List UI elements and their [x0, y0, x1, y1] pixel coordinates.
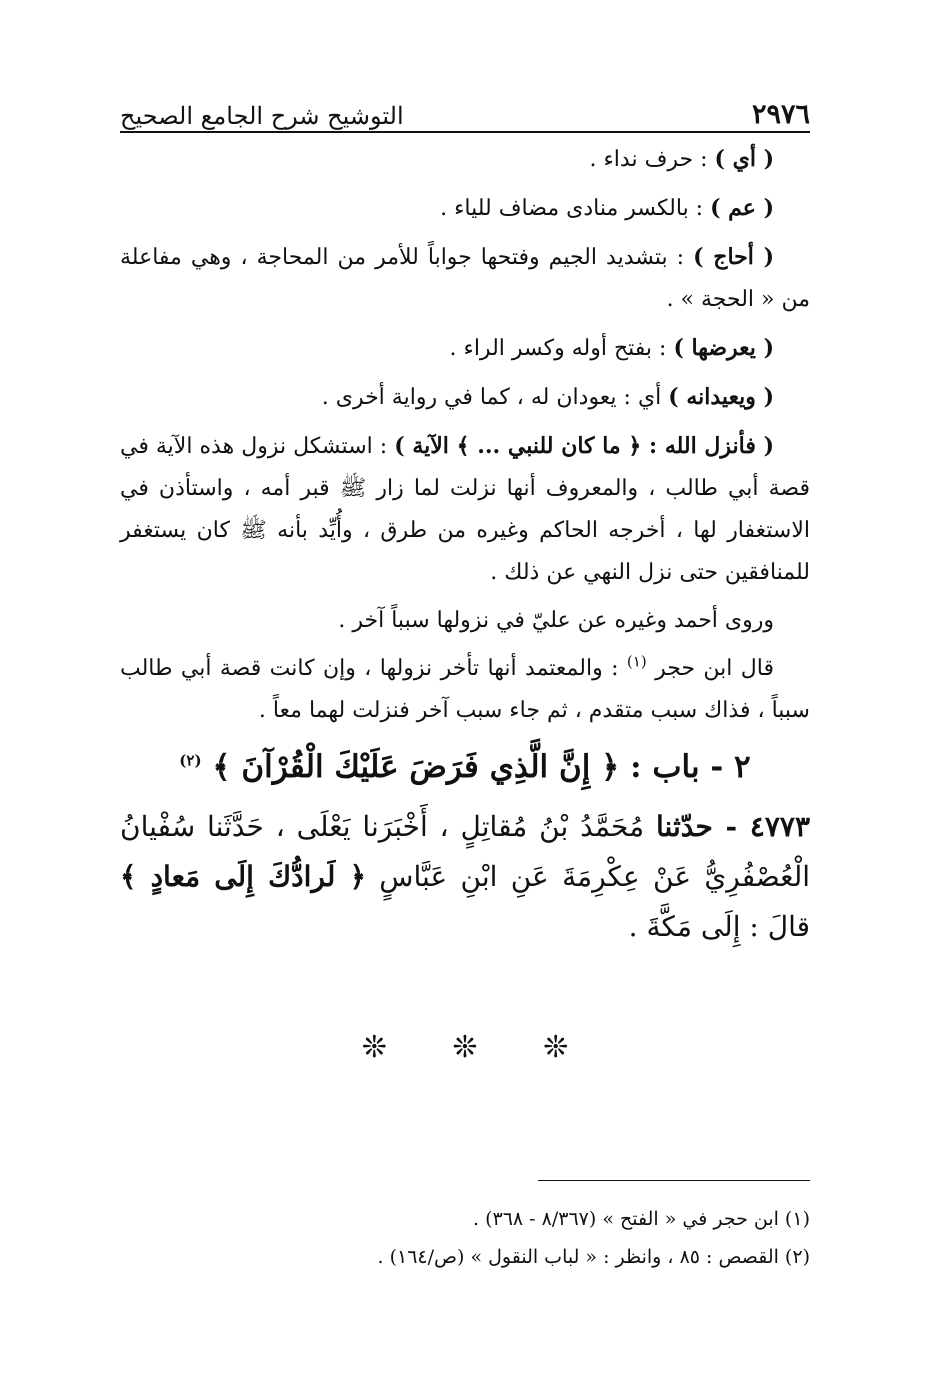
section-separator: [120, 1030, 810, 1065]
gloss-entry: [120, 327, 810, 370]
gloss-text: : بتشديد الجيم وفتحها جواباً للأمر من المحاجة ، وهي مفاعلة من « الحجة » .: [120, 245, 810, 312]
hadith-number: ٤٧٧٣ - حدّثنا: [655, 810, 810, 843]
footnote-ref: (١): [626, 652, 647, 671]
hadith-quote: ﴿ لَرادُّكَ إِلَى مَعادٍ ﴾: [120, 860, 366, 893]
asterism-mark: ❊: [543, 1030, 569, 1065]
gloss-entry: [120, 138, 810, 181]
footnote-ref: (٢): [179, 751, 202, 770]
gloss-entry: [120, 425, 810, 594]
gloss-entry: [120, 376, 810, 419]
gloss-text: : حرف نداء .: [589, 147, 715, 172]
footnote-rule: [538, 1180, 810, 1181]
footnotes: [120, 1200, 810, 1276]
gloss-term: ( يعرضها ): [673, 335, 774, 361]
page-number: ٢٩٧٦: [751, 99, 810, 130]
chapter-heading: [120, 746, 810, 788]
chapter-prefix: ٢ - باب :: [619, 749, 751, 785]
page-header: [120, 78, 810, 128]
running-title: التوشيح شرح الجامع الصحيح: [120, 102, 404, 130]
gloss-term: ( أي ): [714, 146, 774, 172]
gloss-term: ( ويعيدانه ): [668, 384, 774, 410]
paragraph-text: : والمعتمد أنها تأخر نزولها ، وإن كانت قصة أبي طالب سبباً ، فذاك سبب متقدم ، ثم جاء سبب آخر فنزلت لهما معاً .: [120, 656, 810, 723]
asterism-mark: ❊: [452, 1030, 478, 1065]
asterism-mark: ❊: [361, 1030, 387, 1065]
gloss-term: ( عم ): [710, 195, 774, 221]
hadith-ending: قالَ : إِلَى مَكَّةَ .: [628, 910, 810, 943]
hadith-chain: مُحَمَّدُ بْنُ مُقاتِلٍ ، أَخْبَرَنا يَعْلَى ، حَدَّثَنا سُفْيانُ الْعُصْفُرِيُّ عَنْ عِكْرِمَةَ عَنِ ابْنِ عَبَّاسٍ: [120, 810, 811, 893]
main-text: [120, 138, 810, 952]
header-rule: [120, 131, 810, 133]
footnote: (٢) القصص : ٨٥ ، وانظر : « لباب النقول » (ص/١٦٤) .: [377, 1246, 810, 1268]
chapter-ayah: ﴿ إِنَّ الَّذِي فَرَضَ عَلَيْكَ الْقُرْآنَ ﴾: [212, 749, 620, 785]
gloss-term: ( أحاج ): [693, 244, 774, 270]
gloss-text: : استشكل نزول هذه الآية في قصة أبي طالب ، والمعروف أنها نزلت لما زار ﷺ قبر أمه ، واستأذن في الاستغفار لها ، أخرجه الحاكم وغيره من طرق ، وأُيِّد بأنه ﷺ كان يستغفر للمنافقين حتى نزل النهي عن ذلك .: [120, 434, 810, 585]
footnote: (١) ابن حجر في « الفتح » (٨/٣٦٧ - ٣٦٨) .: [473, 1208, 810, 1230]
gloss-text: : بفتح أوله وكسر الراء .: [449, 336, 674, 361]
paragraph-ibn-hajar: [120, 648, 810, 732]
paragraph-text: قال ابن حجر: [646, 656, 775, 681]
gloss-entry: [120, 187, 810, 230]
gloss-entry: [120, 236, 810, 321]
hadith-text: [120, 802, 810, 952]
gloss-text: أي : يعودان له ، كما في رواية أخرى .: [321, 385, 669, 410]
paragraph-ahmad: وروى أحمد وغيره عن عليّ في نزولها سبباً آخر .: [338, 608, 774, 633]
gloss-term: ( فأنزل الله : ﴿ ما كان للنبي ... ﴾ الآية ): [394, 433, 775, 459]
gloss-text: : بالكسر منادى مضاف للياء .: [440, 196, 711, 221]
